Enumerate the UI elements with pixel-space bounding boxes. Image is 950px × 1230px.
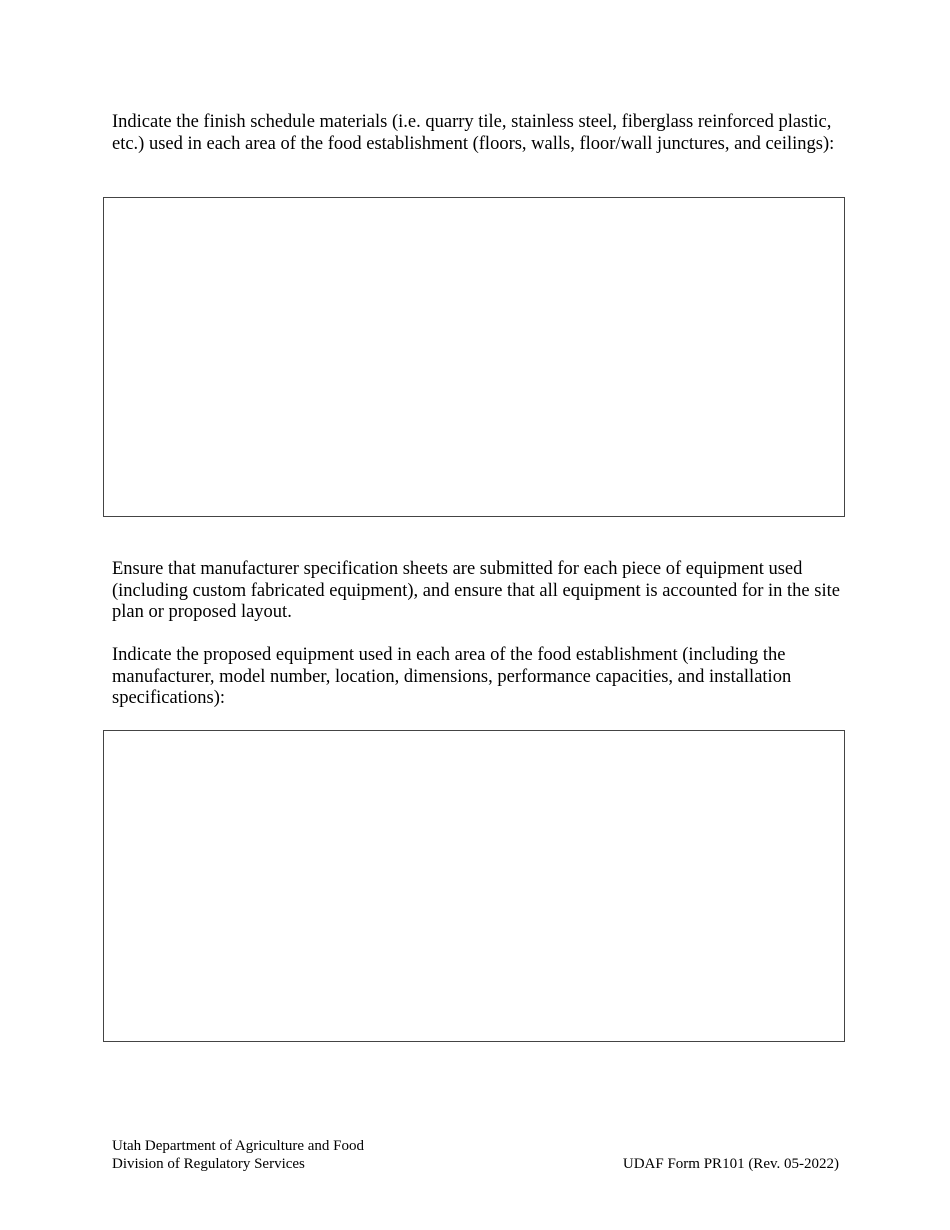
- spec-sheets-note: Ensure that manufacturer specification sheets are submitted for each piece of equipment used (including custom fabricated equipment), and ensure that all equipment is accounted for in the site plan or proposed layout.: [112, 559, 840, 623]
- finish-schedule-input-box[interactable]: [103, 197, 845, 517]
- footer-org-line1: Utah Department of Agriculture and Food: [112, 1138, 365, 1154]
- footer-organization: [112, 1137, 364, 1173]
- equipment-input-box[interactable]: [103, 730, 845, 1042]
- equipment-prompt: Indicate the proposed equipment used in each area of the food establishment (including the manufacturer, model number, location, dimensions, performance capacities, and installation specifications):: [112, 645, 792, 709]
- footer-form-id: UDAF Form PR101 (Rev. 05-2022): [622, 1156, 839, 1172]
- finish-schedule-prompt: Indicate the finish schedule materials (i.e. quarry tile, stainless steel, fiberglass reinforced plastic, etc.) used in each area of the food establishment (floors, walls, floor/wall junctures, and ceilings):: [112, 112, 835, 154]
- footer-org-line2: Division of Regulatory Services: [112, 1156, 305, 1172]
